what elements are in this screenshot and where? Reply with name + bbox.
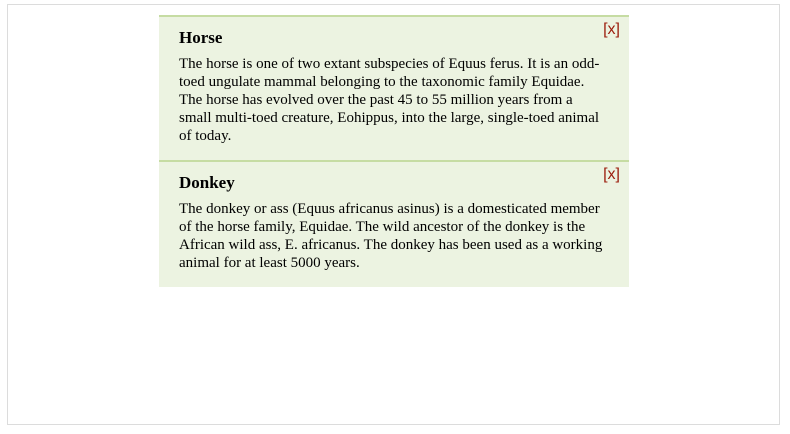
pane-text: The horse is one of two extant subspecies of Equus ferus. It is an odd-toed ungulate mammal belonging to the taxonomic family Equidae. The horse has evolved over the past 45 to 55 million years from a small multi-toed creature, Eohippus, into the large, single-toed animal of today. (179, 56, 600, 144)
pane-title: Donkey (179, 173, 235, 192)
panes-container (159, 15, 629, 287)
close-pane-horse-button[interactable]: [x] (603, 21, 620, 38)
pane-donkey (159, 160, 629, 287)
pane-horse (159, 15, 629, 160)
pane-text: The donkey or ass (Equus africanus asinus) is a domesticated member of the horse family, Equidae. The wild ancestor of the donkey is the African wild ass, E. africanus. The donkey has been used as a working animal for at least 5000 years. (179, 201, 603, 271)
pane-title: Horse (179, 28, 223, 47)
close-pane-donkey-button[interactable]: [x] (603, 166, 620, 183)
